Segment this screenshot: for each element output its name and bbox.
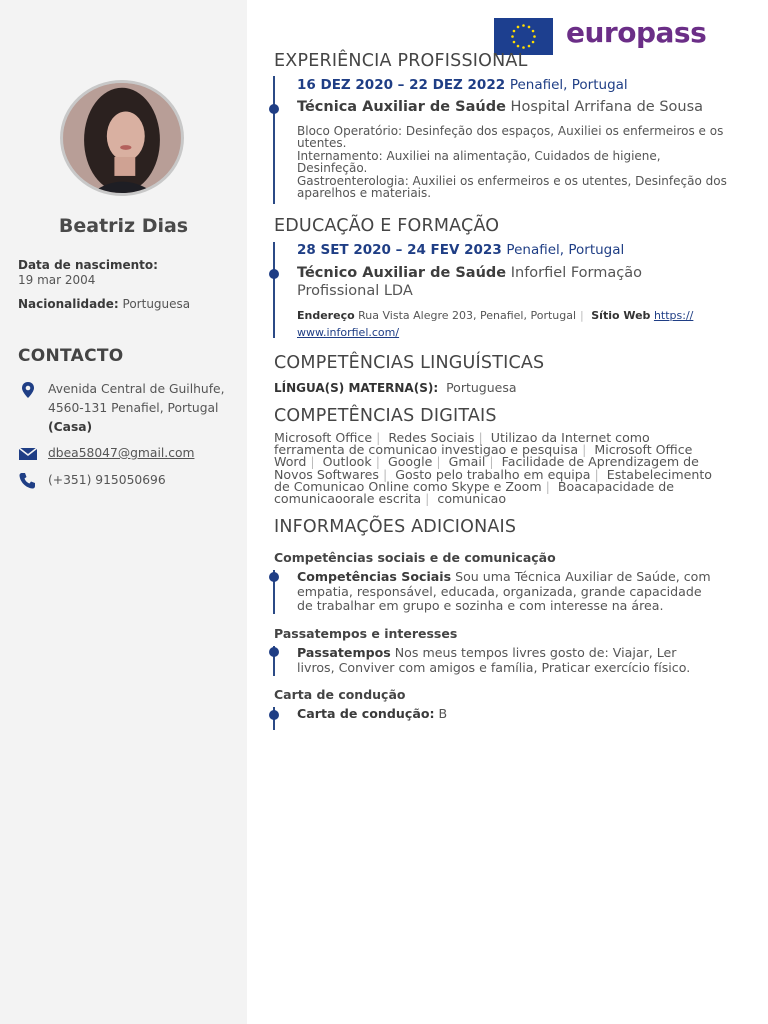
eu-star xyxy=(532,30,535,33)
address-line1: Avenida Central de Guilhufe, xyxy=(48,382,225,396)
experience-timeline xyxy=(273,76,275,204)
digital-skill: Gosto pelo trabalho em equipa xyxy=(395,466,591,482)
experience-employer: Hospital Arrifana de Sousa xyxy=(510,99,704,115)
experience-desc-3: Gastroenterologia: Auxiliei os enfermeiros e os utentes, Desinfeção dos aparelhos e materiais. xyxy=(297,173,727,201)
eu-star xyxy=(522,46,525,49)
digital-skills-list: Microsoft Office | Redes Sociais | Utilizao da Internet como ferramenta de comunicao investigao e pesquisa | Microsoft Office Word | Outlook | Google | Gmail | Facilidade de Aprendizagem de Novos Softwares | Gosto pelo trabalho em equipa | Estabelecimento de Comunicao Online como Skype e Zoom | Boacapacidade de comunicaoorale escrita | comunicao xyxy=(274,430,713,507)
experience-date-range: 16 DEZ 2020 – 22 DEZ 2022 xyxy=(297,77,506,93)
address-line2: 4560-131 Penafiel, Portugal xyxy=(48,401,219,415)
experience-description xyxy=(297,125,732,199)
eu-star xyxy=(517,45,520,48)
digital-skill: Facilidade de Aprendizagem de Novos Softwares xyxy=(274,454,699,482)
hobbies xyxy=(297,646,717,675)
profile-photo xyxy=(63,83,181,193)
mother-tongue-label: LÍNGUA(S) MATERNA(S): xyxy=(274,381,439,395)
education-website-link[interactable]: https:// www.inforfiel.com/ xyxy=(297,309,694,339)
license xyxy=(297,707,717,722)
phone-number: (+351) 915050696 xyxy=(48,473,166,487)
digital-title: COMPETÊNCIAS DIGITAIS xyxy=(274,406,497,426)
license-value: B xyxy=(438,706,448,721)
social-skills-label: Competências Sociais xyxy=(297,569,452,584)
experience-location: Penafiel, Portugal xyxy=(509,77,628,93)
contact-email xyxy=(18,444,238,464)
license-dot xyxy=(269,710,279,720)
digital-skill: comunicao xyxy=(437,491,507,507)
hobbies-dot xyxy=(269,647,279,657)
education-institution: Inforfiel Formação Profissional LDA xyxy=(297,265,642,299)
eu-star xyxy=(513,41,516,44)
experience-date xyxy=(297,77,628,93)
eu-star xyxy=(533,35,536,38)
address-type: (Casa) xyxy=(48,420,93,434)
social-skills-text: Sou uma Técnica Auxiliar de Saúde, com empatia, responsável, educada, organizada, grande capacidade de trabalhar em grupo e sozinha e com interesse na área. xyxy=(297,569,711,614)
hobbies-label: Passatempos xyxy=(297,645,391,660)
birth-date xyxy=(18,258,158,288)
sidebar xyxy=(0,0,247,1024)
mail-icon xyxy=(18,445,38,463)
nationality xyxy=(18,297,190,312)
nationality-label: Nacionalidade: xyxy=(18,297,119,311)
digital-skill: Microsoft Office Word xyxy=(274,442,693,470)
education-address-label: Endereço xyxy=(297,309,355,322)
education-details: Endereço Rua Vista Alegre 203, Penafiel, Portugal | Sítio Web https:// www.inforfiel.com/ xyxy=(297,309,694,339)
education-location: Penafiel, Portugal xyxy=(506,242,625,258)
education-website-label: Sítio Web xyxy=(591,309,651,322)
languages-title: COMPETÊNCIAS LINGUÍSTICAS xyxy=(274,353,545,373)
social-heading: Competências sociais e de comunicação xyxy=(274,550,556,565)
social-skills xyxy=(297,570,717,614)
experience-desc-1: Bloco Operatório: Desinfeção dos espaços, Auxiliei os enfermeiros e os utentes. xyxy=(297,124,724,151)
digital-skill: Utilizao da Internet como ferramenta de comunicao investigao e pesquisa xyxy=(274,430,650,458)
education-dot xyxy=(269,269,279,279)
digital-skill: Google xyxy=(387,454,433,470)
education-qualification-title: Técnico Auxiliar de Saúde xyxy=(297,265,507,281)
experience-desc-2: Internamento: Auxiliei na alimentação, Cuidados de higiene, Desinfeção. xyxy=(297,148,661,176)
digital-skill: Estabelecimento de Comunicao Online como Skype e Zoom xyxy=(274,466,713,494)
contact-title: CONTACTO xyxy=(18,346,124,366)
eu-star xyxy=(511,35,514,38)
social-dot xyxy=(269,572,279,582)
contact-phone xyxy=(18,471,238,491)
eu-star xyxy=(517,26,520,29)
digital-skill: Boacapacidade de comunicaoorale escrita xyxy=(274,478,674,507)
hobbies-heading: Passatempos e interesses xyxy=(274,626,458,641)
europass-wordmark: europass xyxy=(566,16,707,49)
additional-title: INFORMAÇÕES ADICIONAIS xyxy=(274,517,517,537)
license-heading: Carta de condução xyxy=(274,687,406,702)
eu-flag-icon xyxy=(494,18,553,55)
phone-icon xyxy=(18,472,38,490)
experience-role-title: Técnica Auxiliar de Saúde xyxy=(297,99,506,115)
education-date-range: 28 SET 2020 – 24 FEV 2023 xyxy=(297,242,502,258)
eu-star xyxy=(528,26,531,29)
digital-skill: Outlook xyxy=(322,454,372,470)
experience-dot xyxy=(269,104,279,114)
email-link[interactable]: dbea58047@gmail.com xyxy=(48,446,195,460)
nationality-value: Portuguesa xyxy=(122,297,191,311)
eu-star xyxy=(528,45,531,48)
mother-tongue xyxy=(274,380,517,395)
education-timeline xyxy=(273,242,275,338)
education-title: EDUCAÇÃO E FORMAÇÃO xyxy=(274,216,500,236)
contact-address xyxy=(18,380,238,440)
digital-skill: Microsoft Office xyxy=(274,430,373,445)
mother-tongue-value: Portuguesa xyxy=(446,380,517,395)
education-date xyxy=(297,242,624,258)
location-pin-icon xyxy=(18,381,38,399)
person-name: Beatriz Dias xyxy=(58,215,189,237)
birth-date-label: Data de nascimento: xyxy=(18,258,158,272)
digital-skill: Gmail xyxy=(448,454,486,470)
education-qualification xyxy=(297,264,727,300)
avatar xyxy=(60,80,184,196)
experience-title: EXPERIÊNCIA PROFISSIONAL xyxy=(274,51,528,71)
eu-star xyxy=(513,30,516,33)
license-label: Carta de condução: xyxy=(297,706,435,721)
eu-star xyxy=(522,24,525,27)
education-address: Rua Vista Alegre 203, Penafiel, Portugal xyxy=(358,309,577,322)
digital-skill: Redes Sociais xyxy=(388,430,475,445)
experience-role xyxy=(297,99,703,115)
eu-star xyxy=(532,41,535,44)
birth-date-value: 19 mar 2004 xyxy=(18,273,96,287)
hobbies-text: Nos meus tempos livres gosto de: Viajar, Ler livros, Conviver com amigos e família, Praticar exercício físico. xyxy=(297,645,691,675)
